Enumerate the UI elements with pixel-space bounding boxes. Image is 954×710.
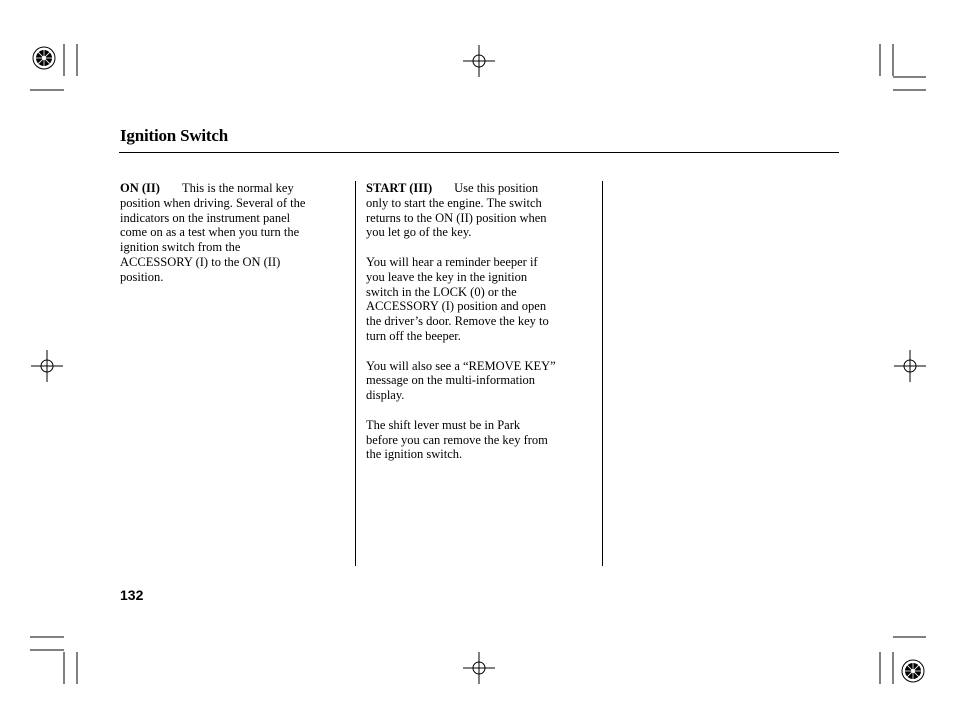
page-number: 132 [120, 587, 144, 603]
column-divider [602, 181, 603, 566]
registration-target-right [894, 350, 926, 382]
text-line: ACCESSORY (I) position and open [366, 299, 547, 314]
column-2 [366, 181, 592, 477]
text-line: The shift lever must be in Park [366, 417, 521, 432]
text-line: indicators on the instrument panel [120, 210, 291, 225]
remove-key-message-paragraph [366, 359, 592, 403]
text-line: come on as a test when you turn the [120, 225, 300, 240]
text-line: the ignition switch. [366, 447, 463, 462]
text-line: message on the multi-information [366, 373, 536, 388]
text-line: turn off the beeper. [366, 328, 461, 343]
text-line: You will also see a “REMOVE KEY” [366, 358, 556, 373]
sunburst-mark-bottom-right [902, 660, 924, 682]
section-title: Ignition Switch [120, 126, 228, 145]
registration-target-top [463, 45, 495, 77]
sunburst-mark-top-left [33, 47, 55, 69]
registration-target-bottom [463, 652, 495, 684]
start-position-paragraph [366, 181, 592, 240]
reminder-beeper-paragraph [366, 255, 592, 344]
text-line: before you can remove the key from [366, 432, 548, 447]
registration-target-left [31, 350, 63, 382]
start-position-heading: START (III) [366, 181, 433, 195]
text-line: position when driving. Several of the [120, 195, 306, 210]
column-1 [120, 181, 346, 299]
text-line: Use this position [454, 181, 539, 195]
text-line: You will hear a reminder beeper if [366, 254, 538, 269]
text-line: only to start the engine. The switch [366, 195, 542, 210]
text-line: the driver’s door. Remove the key to [366, 314, 549, 329]
text-line: you leave the key in the ignition [366, 269, 528, 284]
text-line: ignition switch from the [120, 240, 241, 255]
on-position-paragraph [120, 181, 346, 285]
on-position-heading: ON (II) [120, 181, 160, 195]
text-line: display. [366, 388, 405, 403]
column-divider [355, 181, 356, 566]
text-line: returns to the ON (II) position when [366, 210, 547, 225]
text-line: switch in the LOCK (0) or the [366, 284, 517, 299]
text-line: This is the normal key [181, 181, 294, 195]
text-line: you let go of the key. [366, 225, 472, 240]
title-rule [119, 152, 839, 153]
shift-lever-paragraph [366, 418, 592, 462]
text-line: ACCESSORY (I) to the ON (II) [120, 254, 281, 269]
text-line: position. [120, 269, 164, 284]
